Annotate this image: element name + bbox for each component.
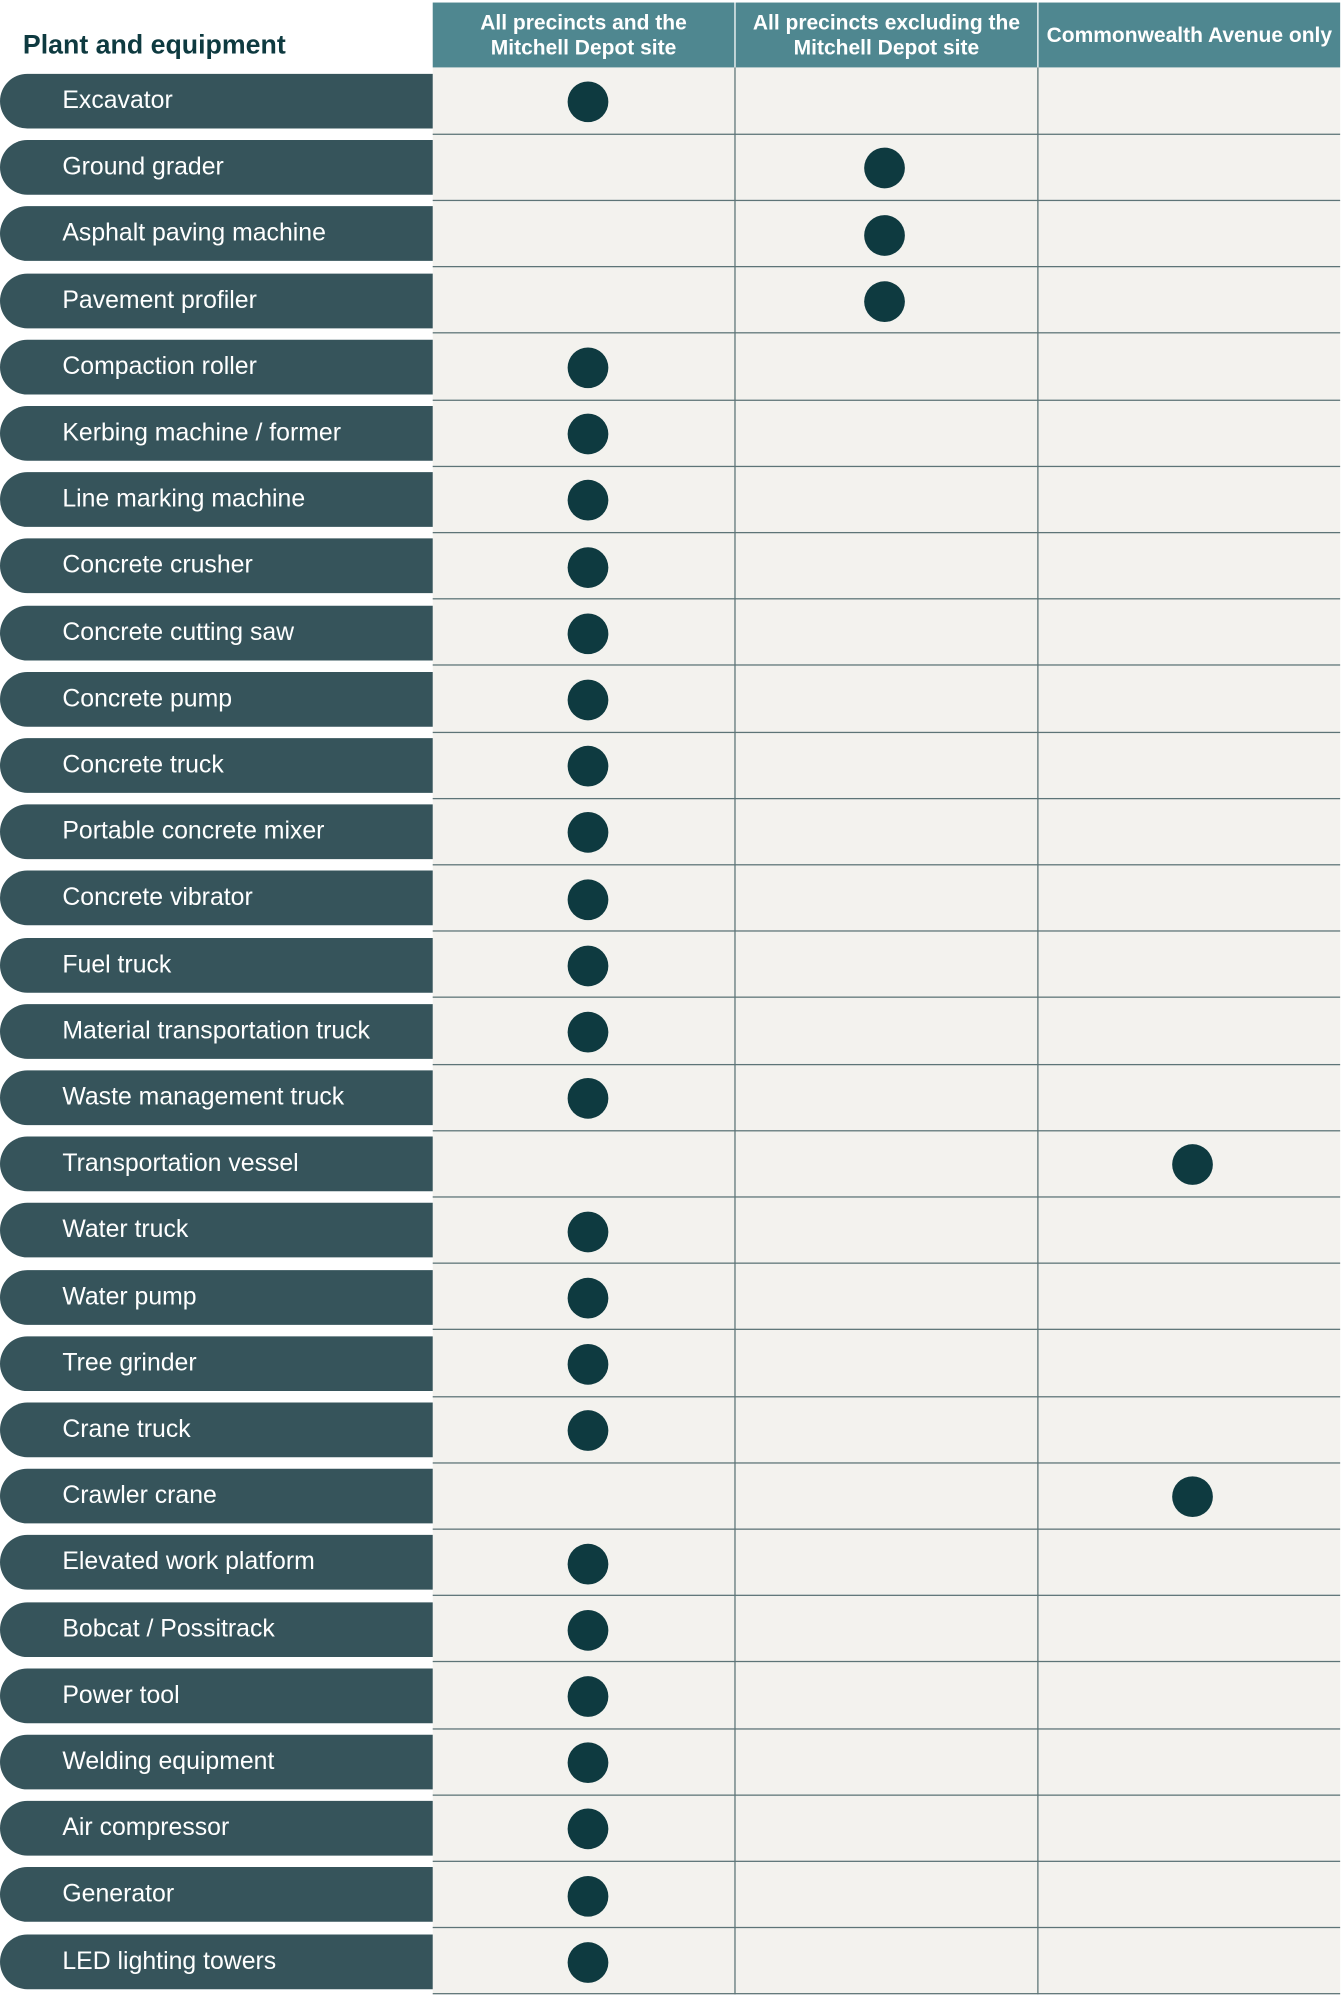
column-divider [734,67,735,1994]
row-divider [433,1329,1340,1330]
row-label: LED lighting towers [0,1934,433,1989]
row-divider [433,997,1340,998]
column-header-all: All precincts and the Mitchell Depot site [433,3,735,68]
row-label: Concrete vibrator [0,871,433,926]
row-divider [433,1595,1340,1596]
row-divider [433,532,1340,533]
row-label: Elevated work platform [0,1535,433,1590]
row-label: Kerbing machine / former [0,406,433,461]
row-label: Welding equipment [0,1735,433,1790]
row-divider [433,200,1340,201]
column-header-comm: Commonwealth Avenue only [1039,3,1341,68]
applicable-marker-all [568,1875,609,1916]
row-divider [433,1993,1340,1994]
row-label: Bobcat / Possitrack [0,1602,433,1657]
applicable-marker-all [568,1410,609,1451]
row-divider [433,864,1340,865]
row-label: Concrete cutting saw [0,605,433,660]
row-label: Crawler crane [0,1469,433,1524]
applicable-marker-all [568,679,609,720]
applicable-marker-all [568,1012,609,1053]
applicable-marker-all [568,1676,609,1717]
row-label: Line marking machine [0,472,433,527]
row-divider [433,1661,1340,1662]
row-divider [433,465,1340,466]
applicable-marker-all [568,746,609,787]
applicable-marker-all [568,1211,609,1252]
row-label: Water pump [0,1270,433,1325]
row-divider [433,1130,1340,1131]
row-divider [433,598,1340,599]
row-label: Excavator [0,74,433,129]
row-divider [433,133,1340,134]
row-label: Tree grinder [0,1336,433,1391]
applicable-marker-all [568,945,609,986]
row-divider [433,1861,1340,1862]
row-label: Power tool [0,1668,433,1723]
applicable-marker-all [568,879,609,920]
row-label: Ground grader [0,140,433,195]
row-label: Concrete pump [0,672,433,727]
applicable-marker-all [568,613,609,654]
applicable-marker-all [568,1543,609,1584]
row-label: Concrete truck [0,738,433,793]
row-divider [433,1462,1340,1463]
row-divider [433,266,1340,267]
row-divider [433,665,1340,666]
row-label: Water truck [0,1203,433,1258]
applicable-marker-all [568,1942,609,1983]
row-label: Concrete crusher [0,539,433,594]
column-header-excl: All precincts excluding the Mitchell Depot site [736,3,1038,68]
row-label: Generator [0,1868,433,1923]
applicable-marker-all [568,82,609,123]
row-divider [433,798,1340,799]
row-divider [433,1063,1340,1064]
row-divider [433,1263,1340,1264]
row-label: Transportation vessel [0,1137,433,1192]
table-title: Plant and equipment [22,30,286,60]
row-label: Portable concrete mixer [0,805,433,860]
applicable-marker-all [568,1078,609,1119]
row-label: Fuel truck [0,937,433,992]
applicable-marker-all [568,347,609,388]
row-divider [433,1794,1340,1795]
row-label: Material transportation truck [0,1004,433,1059]
applicable-marker-excl [864,214,905,255]
applicable-marker-all [568,1742,609,1783]
row-divider [433,399,1340,400]
row-label: Crane truck [0,1403,433,1458]
row-label: Waste management truck [0,1070,433,1125]
row-divider [433,1927,1340,1928]
row-divider [433,333,1340,334]
applicable-marker-all [568,547,609,588]
applicable-marker-all [568,1610,609,1651]
row-label: Pavement profiler [0,273,433,328]
row-label: Compaction roller [0,340,433,395]
row-divider [433,731,1340,732]
applicable-marker-excl [864,281,905,322]
applicable-marker-all [568,1277,609,1318]
row-divider [433,1196,1340,1197]
row-label: Air compressor [0,1801,433,1856]
row-label: Asphalt paving machine [0,207,433,262]
row-divider [433,1728,1340,1729]
column-divider [1037,67,1038,1994]
row-divider [433,930,1340,931]
applicable-marker-all [568,1344,609,1385]
row-divider [433,1528,1340,1529]
applicable-marker-all [568,414,609,455]
row-divider [433,1396,1340,1397]
